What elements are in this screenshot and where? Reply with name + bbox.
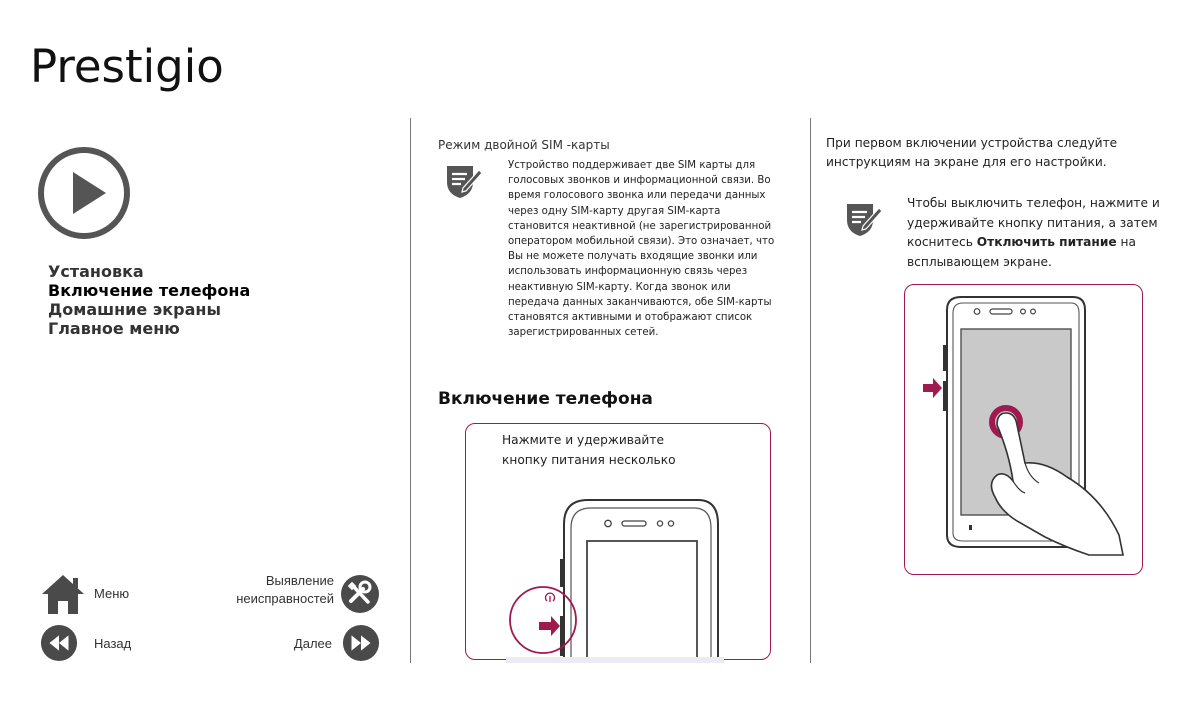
fast-forward-icon bbox=[342, 624, 380, 662]
box-bottom-shadow bbox=[506, 657, 724, 663]
divider-right bbox=[810, 118, 811, 663]
power-on-illustration bbox=[465, 423, 771, 660]
next-button[interactable] bbox=[270, 624, 380, 664]
power-off-illustration bbox=[904, 284, 1143, 575]
toc-item-power-on[interactable]: Включение телефона bbox=[48, 281, 251, 300]
sim-section-text: Устройство поддерживает две SIM карты для голосовых звонков и информационной связи. Во время голосового звонка или передачи данных через одну SIM-карту другая SIM-карта становится неактивной (не зарегистрированной оператором мобильной связи). Это означает, что Вы не можете получать входящие звонки или использовать информационную связь через неактивную SIM-карту. Когда звонок или передача данных заканчиваются, обе SIM-карты становятся активными и отображают список зарегистрированных сетей. bbox=[508, 160, 775, 339]
phone-side-drawing bbox=[466, 424, 770, 659]
toc-item-installation[interactable]: Установка bbox=[48, 262, 144, 281]
home-icon bbox=[40, 572, 86, 616]
note-pencil-icon bbox=[843, 200, 883, 238]
troubleshoot-label: Выявление неисправностей bbox=[236, 573, 334, 606]
phone-touch-drawing bbox=[905, 285, 1142, 574]
rewind-icon bbox=[40, 624, 78, 662]
power-off-tip: Чтобы выключить телефон, нажмите и удерживайте кнопку питания, а затем коснитесь Отключить питание на всплывающем экране. bbox=[907, 196, 1160, 269]
sim-section-title: Режим двойной SIM -карты bbox=[438, 138, 610, 152]
power-on-title: Включение телефона bbox=[438, 389, 653, 409]
tools-icon bbox=[340, 574, 380, 614]
back-button[interactable] bbox=[40, 624, 150, 664]
divider-left bbox=[410, 118, 411, 663]
play-circle-icon[interactable] bbox=[36, 145, 132, 241]
menu-button[interactable] bbox=[40, 572, 150, 616]
toc-item-home-screens[interactable]: Домашние экраны bbox=[48, 300, 221, 319]
troubleshoot-button[interactable] bbox=[215, 570, 380, 618]
back-label: Назад bbox=[94, 636, 132, 651]
menu-label: Меню bbox=[94, 586, 130, 601]
power-on-instruction: Нажмите и удерживайте кнопку питания несколько bbox=[502, 433, 676, 467]
next-label: Далее bbox=[293, 636, 332, 651]
toc-item-main-menu[interactable]: Главное меню bbox=[48, 319, 180, 338]
first-launch-text: При первом включении устройства следуйте инструкциям на экране для его настройки. bbox=[826, 136, 1118, 169]
table-of-contents bbox=[48, 262, 250, 338]
brand-logo: Prestigio bbox=[30, 40, 224, 93]
note-pencil-icon bbox=[443, 162, 483, 200]
